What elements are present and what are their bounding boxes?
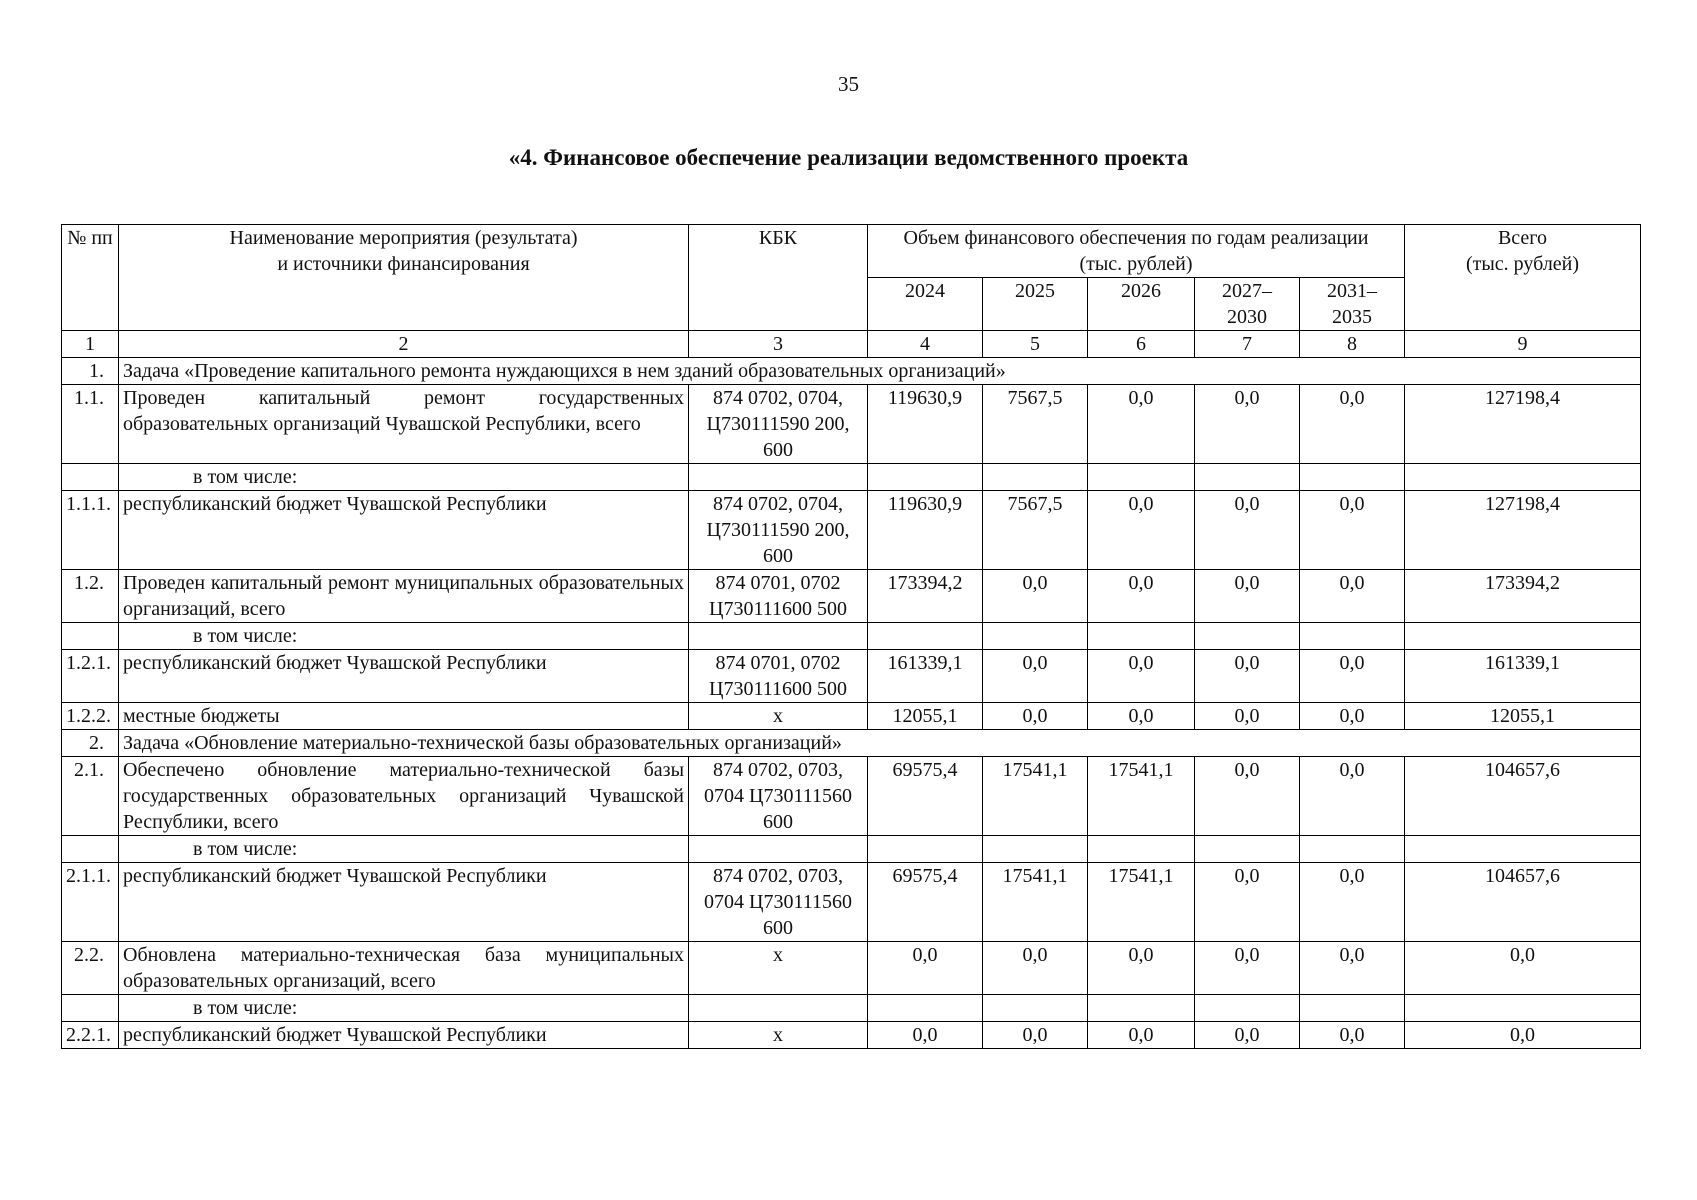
measure-name: местные бюджеты xyxy=(119,703,689,730)
empty-cell xyxy=(689,836,868,863)
value-2025: 17541,1 xyxy=(983,757,1088,836)
empty-cell xyxy=(868,623,983,650)
header-volume-line2: (тыс. рублей) xyxy=(1079,253,1193,275)
subheading-row xyxy=(62,995,1641,1022)
measure-name: Обновлена материально-техническая база муниципальных образовательных организаций, всего xyxy=(119,942,689,995)
kbk-code: 874 0702, 0704, Ц730111590 200, 600 xyxy=(689,491,868,570)
empty-cell xyxy=(1088,464,1195,491)
empty-cell xyxy=(1195,836,1300,863)
table-row xyxy=(62,650,1641,703)
subheading-row xyxy=(62,836,1641,863)
header-volume-line1: Объем финансового обеспечения по годам реализации xyxy=(903,227,1369,249)
table-row xyxy=(62,385,1641,464)
value-2031-2035: 0,0 xyxy=(1300,570,1405,623)
header-num: № пп xyxy=(62,225,119,331)
header-total xyxy=(1405,225,1641,331)
empty-cell xyxy=(1300,464,1405,491)
row-number: 1.2.1. xyxy=(62,650,119,703)
row-number: 2.2. xyxy=(62,942,119,995)
value-2026: 0,0 xyxy=(1088,385,1195,464)
header-year-2024: 2024 xyxy=(868,278,983,331)
col-number: 5 xyxy=(983,331,1088,358)
value-2026: 0,0 xyxy=(1088,491,1195,570)
task-text: Задача «Проведение капитального ремонта нуждающихся в нем зданий образовательных организаций» xyxy=(119,358,1641,385)
task-text: Задача «Обновление материально-технической базы образовательных организаций» xyxy=(119,730,1641,757)
value-2024: 12055,1 xyxy=(868,703,983,730)
value-2026: 17541,1 xyxy=(1088,863,1195,942)
value-2024: 69575,4 xyxy=(868,757,983,836)
measure-name: республиканский бюджет Чувашской Республики xyxy=(119,491,689,570)
value-2025: 0,0 xyxy=(983,1022,1088,1049)
value-total: 0,0 xyxy=(1405,1022,1641,1049)
table-row xyxy=(62,942,1641,995)
empty-cell xyxy=(983,836,1088,863)
measure-name: республиканский бюджет Чувашской Республики xyxy=(119,1022,689,1049)
table-header xyxy=(62,225,1641,358)
value-2026: 17541,1 xyxy=(1088,757,1195,836)
page-number: 35 xyxy=(838,72,859,96)
value-2027-2030: 0,0 xyxy=(1195,942,1300,995)
empty-cell xyxy=(983,995,1088,1022)
value-2025: 0,0 xyxy=(983,942,1088,995)
subheading-text: в том числе: xyxy=(119,995,689,1022)
col-number: 1 xyxy=(62,331,119,358)
empty-cell xyxy=(1405,836,1641,863)
empty-cell xyxy=(1300,623,1405,650)
row-number: 1. xyxy=(62,358,119,385)
row-number-empty xyxy=(62,995,119,1022)
subheading-row xyxy=(62,464,1641,491)
table-row xyxy=(62,570,1641,623)
value-2025: 7567,5 xyxy=(983,385,1088,464)
measure-name: Проведен капитальный ремонт муниципальных образовательных организаций, всего xyxy=(119,570,689,623)
header-volume xyxy=(868,225,1405,278)
value-2024: 161339,1 xyxy=(868,650,983,703)
empty-cell xyxy=(689,623,868,650)
kbk-code: 874 0702, 0704, Ц730111590 200, 600 xyxy=(689,385,868,464)
value-2031-2035: 0,0 xyxy=(1300,703,1405,730)
col-number: 9 xyxy=(1405,331,1641,358)
empty-cell xyxy=(1405,464,1641,491)
header-name-line1: Наименование мероприятия (результата) xyxy=(229,227,578,249)
value-2027-2030: 0,0 xyxy=(1195,863,1300,942)
kbk-code: 874 0702, 0703, 0704 Ц730111560 600 xyxy=(689,757,868,836)
value-2026: 0,0 xyxy=(1088,650,1195,703)
row-number-empty xyxy=(62,836,119,863)
header-year-2025: 2025 xyxy=(983,278,1088,331)
empty-cell xyxy=(689,464,868,491)
row-number: 1.1. xyxy=(62,385,119,464)
value-2024: 0,0 xyxy=(868,1022,983,1049)
value-total: 104657,6 xyxy=(1405,757,1641,836)
kbk-code: х xyxy=(689,942,868,995)
value-2027-2030: 0,0 xyxy=(1195,757,1300,836)
subheading-text: в том числе: xyxy=(119,623,689,650)
header-name xyxy=(119,225,689,331)
value-2025: 7567,5 xyxy=(983,491,1088,570)
value-2031-2035: 0,0 xyxy=(1300,863,1405,942)
col-number: 8 xyxy=(1300,331,1405,358)
col-number: 4 xyxy=(868,331,983,358)
empty-cell xyxy=(689,995,868,1022)
kbk-code: 874 0702, 0703, 0704 Ц730111560 600 xyxy=(689,863,868,942)
empty-cell xyxy=(1088,995,1195,1022)
value-2027-2030: 0,0 xyxy=(1195,570,1300,623)
financing-table xyxy=(61,224,1641,1049)
value-2026: 0,0 xyxy=(1088,570,1195,623)
row-number: 1.1.1. xyxy=(62,491,119,570)
row-number: 2.1. xyxy=(62,757,119,836)
table-body xyxy=(62,358,1641,1049)
row-number: 2.2.1. xyxy=(62,1022,119,1049)
header-year-2026: 2026 xyxy=(1088,278,1195,331)
row-number-empty xyxy=(62,623,119,650)
value-2025: 0,0 xyxy=(983,650,1088,703)
subheading-text: в том числе: xyxy=(119,836,689,863)
measure-name: Обеспечено обновление материально-технической базы государственных образовательных организаций Чувашской Республики, всего xyxy=(119,757,689,836)
empty-cell xyxy=(1088,623,1195,650)
empty-cell xyxy=(1300,995,1405,1022)
section-title: «4. Финансовое обеспечение реализации ведомственного проекта xyxy=(508,145,1189,170)
value-2031-2035: 0,0 xyxy=(1300,1022,1405,1049)
value-2025: 0,0 xyxy=(983,570,1088,623)
value-2024: 173394,2 xyxy=(868,570,983,623)
header-year-2027-2030: 2027–2030 xyxy=(1195,278,1300,331)
empty-cell xyxy=(1300,836,1405,863)
value-2027-2030: 0,0 xyxy=(1195,703,1300,730)
value-2026: 0,0 xyxy=(1088,1022,1195,1049)
empty-cell xyxy=(868,836,983,863)
empty-cell xyxy=(868,995,983,1022)
col-number: 7 xyxy=(1195,331,1300,358)
value-2026: 0,0 xyxy=(1088,942,1195,995)
row-number: 2.1.1. xyxy=(62,863,119,942)
value-2027-2030: 0,0 xyxy=(1195,491,1300,570)
kbk-code: х xyxy=(689,703,868,730)
kbk-code: 874 0701, 0702 Ц730111600 500 xyxy=(689,650,868,703)
kbk-code: х xyxy=(689,1022,868,1049)
measure-name: республиканский бюджет Чувашской Республики xyxy=(119,650,689,703)
value-2024: 119630,9 xyxy=(868,385,983,464)
empty-cell xyxy=(1405,623,1641,650)
value-total: 0,0 xyxy=(1405,942,1641,995)
table-row xyxy=(62,863,1641,942)
task-row xyxy=(62,358,1641,385)
value-2024: 119630,9 xyxy=(868,491,983,570)
empty-cell xyxy=(1088,836,1195,863)
value-2027-2030: 0,0 xyxy=(1195,385,1300,464)
table-row xyxy=(62,1022,1641,1049)
value-2024: 69575,4 xyxy=(868,863,983,942)
row-number-empty xyxy=(62,464,119,491)
header-total-line1: Всего xyxy=(1497,227,1548,249)
value-total: 12055,1 xyxy=(1405,703,1641,730)
value-2025: 0,0 xyxy=(983,703,1088,730)
row-number: 2. xyxy=(62,730,119,757)
value-total: 161339,1 xyxy=(1405,650,1641,703)
table-row xyxy=(62,703,1641,730)
table-row xyxy=(62,491,1641,570)
value-2027-2030: 0,0 xyxy=(1195,1022,1300,1049)
value-2031-2035: 0,0 xyxy=(1300,385,1405,464)
value-2031-2035: 0,0 xyxy=(1300,650,1405,703)
empty-cell xyxy=(1195,464,1300,491)
row-number: 1.2. xyxy=(62,570,119,623)
col-number: 2 xyxy=(119,331,689,358)
value-2026: 0,0 xyxy=(1088,703,1195,730)
kbk-code: 874 0701, 0702 Ц730111600 500 xyxy=(689,570,868,623)
empty-cell xyxy=(1195,995,1300,1022)
col-number: 6 xyxy=(1088,331,1195,358)
value-2031-2035: 0,0 xyxy=(1300,757,1405,836)
value-2025: 17541,1 xyxy=(983,863,1088,942)
measure-name: Проведен капитальный ремонт государственных образовательных организаций Чувашской Республики, всего xyxy=(119,385,689,464)
empty-cell xyxy=(983,623,1088,650)
header-total-line2: (тыс. рублей) xyxy=(1465,253,1580,275)
col-number: 3 xyxy=(689,331,868,358)
measure-name: республиканский бюджет Чувашской Республики xyxy=(119,863,689,942)
value-2031-2035: 0,0 xyxy=(1300,491,1405,570)
value-total: 127198,4 xyxy=(1405,385,1641,464)
subheading-row xyxy=(62,623,1641,650)
header-name-line2: и источники финансирования xyxy=(277,253,530,275)
value-2027-2030: 0,0 xyxy=(1195,650,1300,703)
row-number: 1.2.2. xyxy=(62,703,119,730)
value-total: 104657,6 xyxy=(1405,863,1641,942)
task-row xyxy=(62,730,1641,757)
empty-cell xyxy=(1195,623,1300,650)
value-2031-2035: 0,0 xyxy=(1300,942,1405,995)
value-2024: 0,0 xyxy=(868,942,983,995)
header-year-2031-2035: 2031–2035 xyxy=(1300,278,1405,331)
empty-cell xyxy=(868,464,983,491)
empty-cell xyxy=(1405,995,1641,1022)
header-kbk: КБК xyxy=(689,225,868,331)
value-total: 173394,2 xyxy=(1405,570,1641,623)
value-total: 127198,4 xyxy=(1405,491,1641,570)
subheading-text: в том числе: xyxy=(119,464,689,491)
table-row xyxy=(62,757,1641,836)
empty-cell xyxy=(983,464,1088,491)
